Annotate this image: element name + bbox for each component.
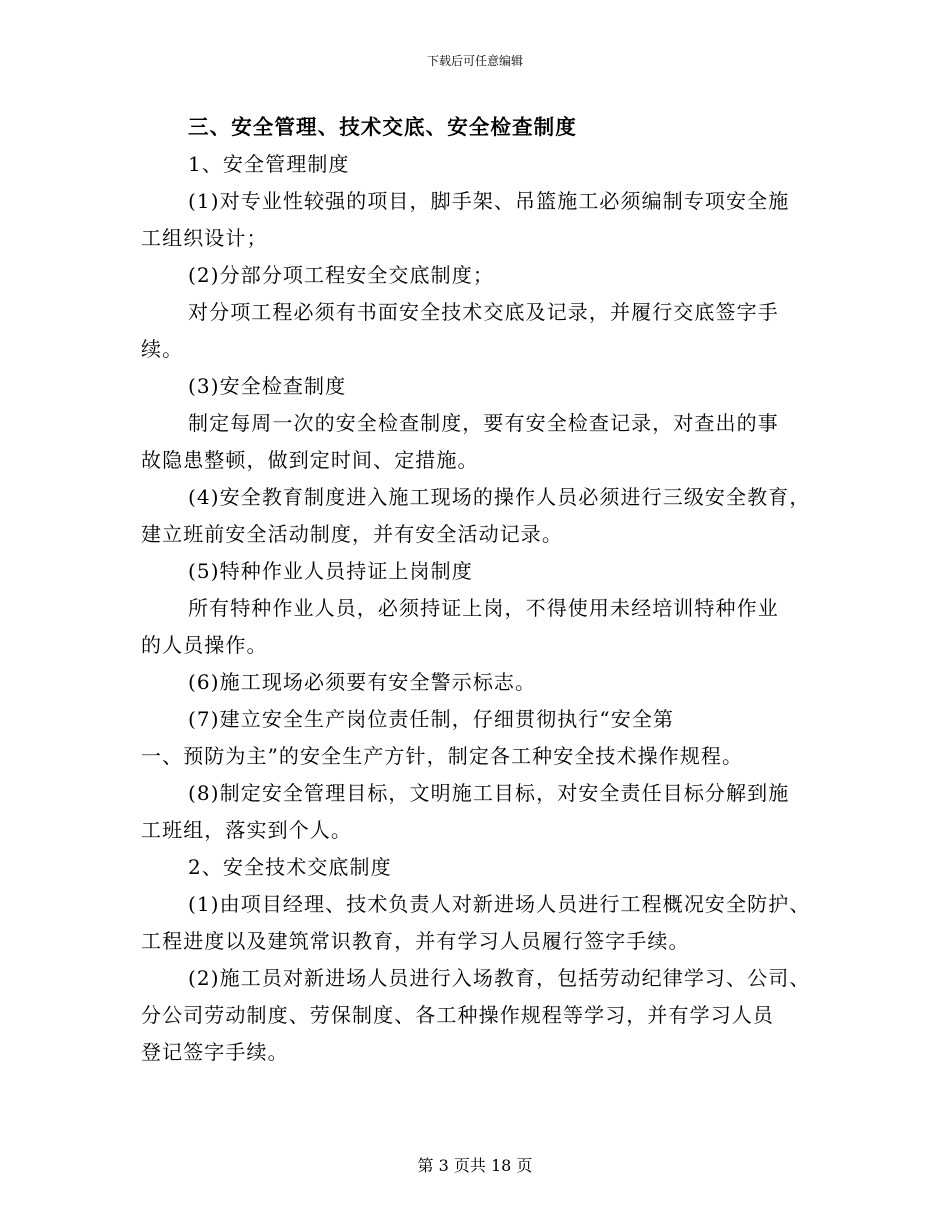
paragraph-line: 工班组，落实到个人。	[141, 818, 352, 842]
paragraph-line: (1)对专业性较强的项目，脚手架、吊篮施工必须编制专项安全施	[188, 189, 790, 213]
paragraph-line: (6)施工现场必须要有安全警示标志。	[188, 670, 537, 694]
paragraph-line: 的人员操作。	[141, 633, 268, 657]
subsection-heading: 1、安全管理制度	[188, 152, 350, 176]
page-header: 下载后可任意编辑	[426, 54, 523, 68]
paragraph-line: (2)分部分项工程安全交底制度；	[188, 263, 494, 287]
paragraph-line: (8)制定安全管理目标，文明施工目标，对安全责任目标分解到施	[188, 781, 790, 805]
paragraph-line: 对分项工程必须有书面安全技术交底及记录，并履行交底签字手	[188, 300, 779, 324]
paragraph-line: (3)安全检查制度	[188, 374, 347, 398]
paragraph-line: 续。	[141, 337, 184, 361]
paragraph-line: (5)特种作业人员持证上岗制度	[188, 559, 473, 583]
paragraph-line: (4)安全教育制度进入施工现场的操作人员必须进行三级安全教育，	[188, 485, 811, 509]
paragraph-line: 登记签字手续。	[141, 1040, 289, 1064]
paragraph-line: 建立班前安全活动制度，并有安全活动记录。	[141, 522, 563, 546]
paragraph-line: 分公司劳动制度、劳保制度、各工种操作规程等学习，并有学习人员	[141, 1003, 774, 1027]
paragraph-line: (2)施工员对新进场人员进行入场教育，包括劳动纪律学习、公司、	[188, 966, 811, 990]
section-title: 三、安全管理、技术交底、安全检查制度	[188, 115, 577, 139]
paragraph-line: 工程进度以及建筑常识教育，并有学习人员履行签字手续。	[141, 929, 690, 953]
subsection-heading: 2、安全技术交底制度	[188, 855, 392, 879]
paragraph-line: 制定每周一次的安全检查制度，要有安全检查记录，对查出的事	[188, 411, 779, 435]
paragraph-line: 所有特种作业人员，必须持证上岗，不得使用未经培训特种作业	[188, 596, 779, 620]
paragraph-line: 一、预防为主”的安全生产方针，制定各工种安全技术操作规程。	[141, 744, 744, 768]
paragraph-line: 故隐患整顿，做到定时间、定措施。	[141, 448, 479, 472]
paragraph-line: (1)由项目经理、技术负责人对新进场人员进行工程概况安全防护、	[188, 892, 811, 916]
paragraph-line: 工组织设计；	[141, 226, 268, 250]
page-footer: 第 3 页共 18 页	[417, 1156, 533, 1175]
paragraph-line: (7)建立安全生产岗位责任制，仔细贯彻执行“安全第	[188, 707, 675, 731]
